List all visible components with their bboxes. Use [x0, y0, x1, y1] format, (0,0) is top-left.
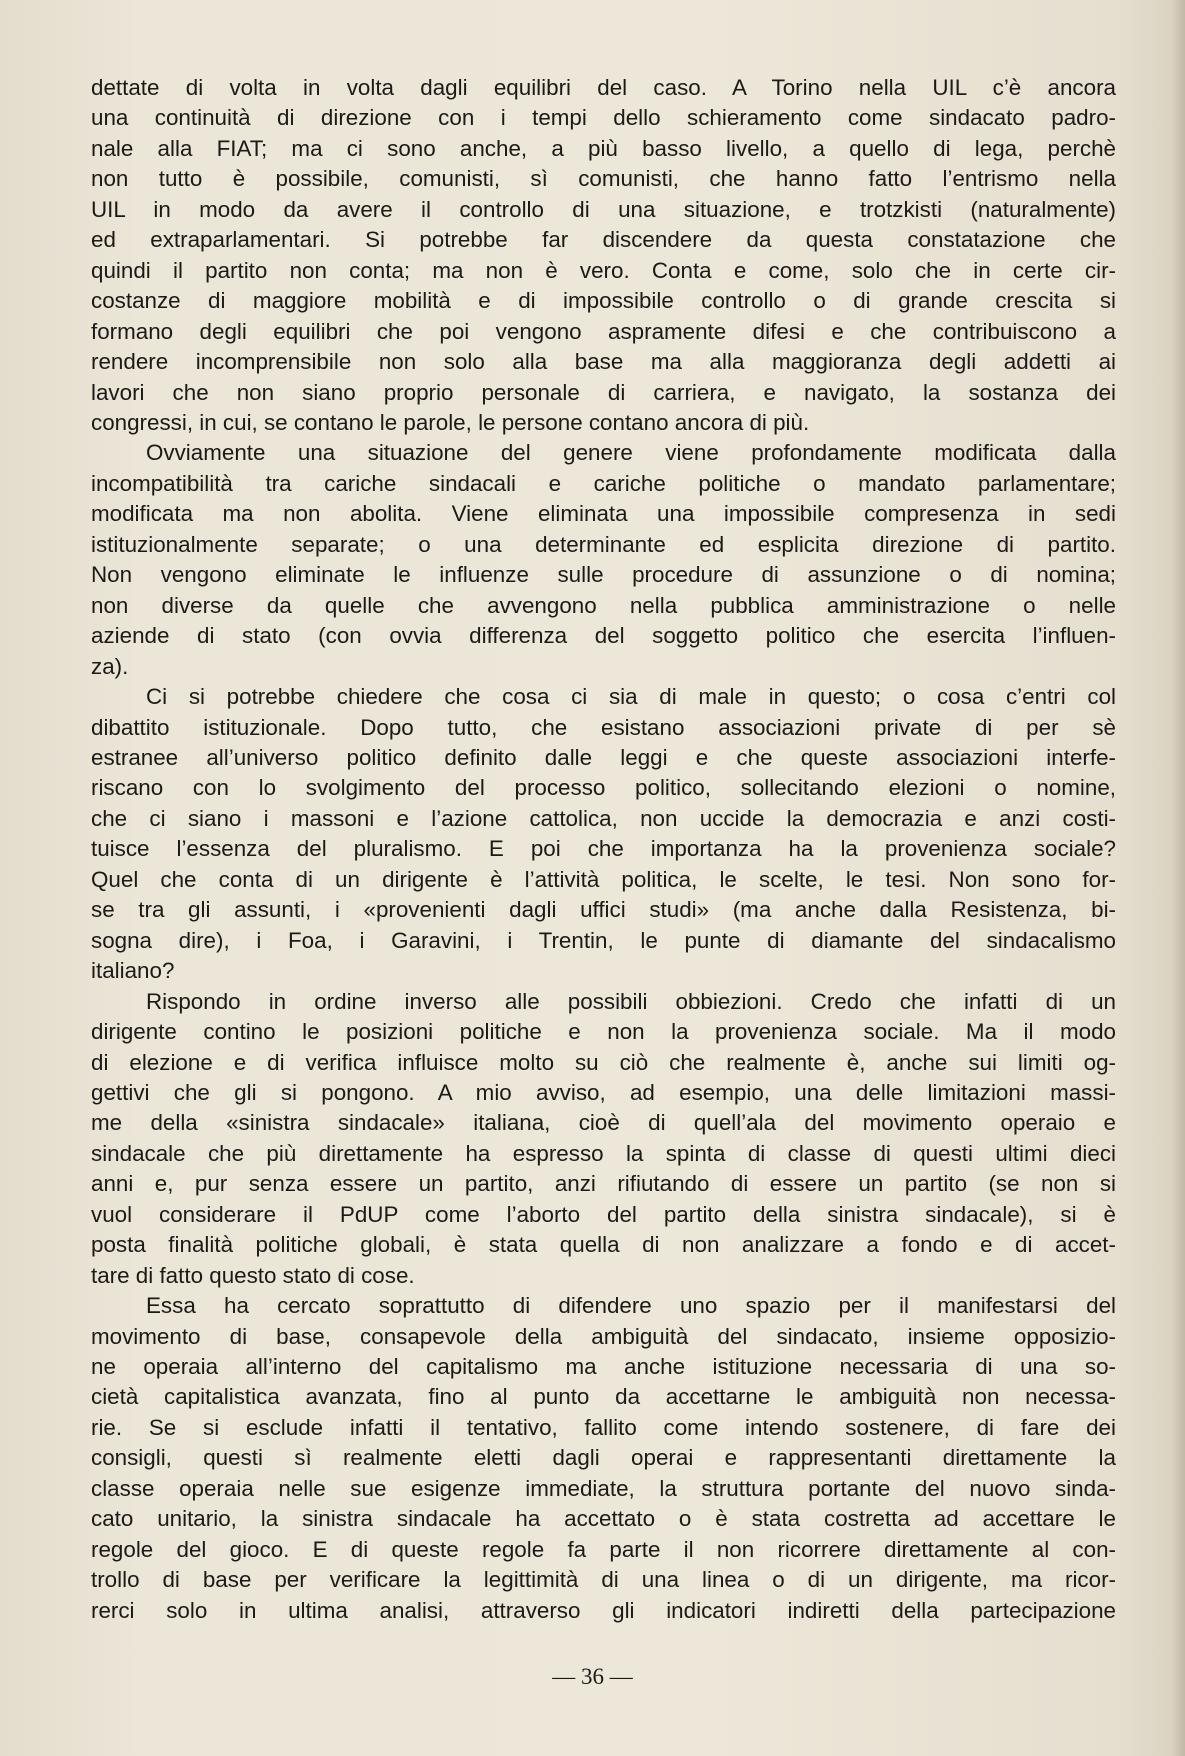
paragraph	[91, 987, 1116, 1292]
text-line: UIL in modo da avere il controllo di una situazione, e trotzkisti (naturalmente)	[91, 196, 1116, 222]
text-line: Rispondo in ordine inverso alle possibili obbiezioni. Credo che infatti di un	[146, 988, 1116, 1014]
text-line: cietà capitalistica avanzata, fino al punto da accettarne le ambiguità non necessa-	[91, 1384, 1116, 1410]
text-line: italiano?	[91, 958, 175, 984]
text-line: estranee all’universo politico definito dalle leggi e che queste associazioni interfe-	[91, 744, 1116, 770]
text-line: modificata ma non abolita. Viene eliminata una impossibile compresenza in sedi	[91, 501, 1116, 527]
text-line: istituzionalmente separate; o una determinante ed esplicita direzione di partito.	[91, 531, 1116, 557]
text-line: consigli, questi sì realmente eletti dagli operai e rappresentanti direttamente la	[91, 1445, 1116, 1471]
text-line: posta finalità politiche globali, è stata quella di non analizzare a fondo e di accet-	[91, 1232, 1116, 1258]
text-line: quindi il partito non conta; ma non è vero. Conta e come, solo che in certe cir-	[91, 257, 1116, 283]
text-line: una continuità di direzione con i tempi dello schieramento come sindacato padro-	[91, 105, 1116, 131]
text-line: gettivi che gli si pongono. A mio avviso, ad esempio, una delle limitazioni massi-	[91, 1079, 1116, 1105]
text-line: dibattito istituzionale. Dopo tutto, che esistano associazioni private di per sè	[91, 714, 1116, 740]
text-line: ne operaia all’interno del capitalismo ma anche istituzione necessaria di una so-	[91, 1354, 1116, 1380]
page-edge-shadow	[1171, 0, 1185, 1756]
text-line: dirigente contino le posizioni politiche e non la provenienza sociale. Ma il modo	[91, 1019, 1116, 1045]
text-line: rendere incomprensibile non solo alla base ma alla maggioranza degli addetti ai	[91, 349, 1116, 375]
text-line: Non vengono eliminate le influenze sulle procedure di assunzione o di nomina;	[91, 562, 1116, 588]
text-line: aziende di stato (con ovvia differenza del soggetto politico che esercita l’influen-	[91, 623, 1116, 649]
text-line: non diverse da quelle che avvengono nella pubblica amministrazione o nelle	[91, 592, 1116, 618]
text-line: vuol considerare il PdUP come l’aborto del partito della sinistra sindacale), si è	[91, 1201, 1116, 1227]
text-line: movimento di base, consapevole della ambiguità del sindacato, insieme opposizio-	[91, 1323, 1116, 1349]
text-line: rerci solo in ultima analisi, attraverso gli indicatori indiretti della partecipazione	[91, 1597, 1116, 1623]
text-line: nale alla FIAT; ma ci sono anche, a più basso livello, a quello di lega, perchè	[91, 135, 1116, 161]
text-line: Essa ha cercato soprattutto di difendere uno spazio per il manifestarsi del	[146, 1293, 1116, 1319]
text-line: formano degli equilibri che poi vengono aspramente difesi e che contribuiscono a	[91, 318, 1116, 344]
text-line: ed extraparlamentari. Si potrebbe far discendere da questa constatazione che	[91, 227, 1116, 253]
text-line: cato unitario, la sinistra sindacale ha accettato o è stata costretta ad accettare le	[91, 1506, 1116, 1532]
text-line: sogna dire), i Foa, i Garavini, i Trentin, le punte di diamante del sindacalismo	[91, 927, 1116, 953]
text-line: riscano con lo svolgimento del processo politico, sollecitando elezioni o nomine,	[91, 775, 1116, 801]
paragraph	[91, 73, 1116, 438]
text-line: classe operaia nelle sue esigenze immediate, la struttura portante del nuovo sinda-	[91, 1475, 1116, 1501]
text-line: lavori che non siano proprio personale di carriera, e navigato, la sostanza dei	[91, 379, 1116, 405]
text-line: tuisce l’essenza del pluralismo. E poi che importanza ha la provenienza sociale?	[91, 836, 1116, 862]
text-line: non tutto è possibile, comunisti, sì comunisti, che hanno fatto l’entrismo nella	[91, 166, 1116, 192]
text-line: tare di fatto questo stato di cose.	[91, 1262, 415, 1288]
text-line: regole del gioco. E di queste regole fa parte il non ricorrere direttamente al con-	[91, 1536, 1116, 1562]
text-line: che ci siano i massoni e l’azione cattolica, non uccide la democrazia e anzi costi-	[91, 805, 1116, 831]
body-text	[91, 73, 1116, 1626]
text-line: Ovviamente una situazione del genere viene profondamente modificata dalla	[146, 440, 1116, 466]
text-line: costanze di maggiore mobilità e di impossibile controllo o di grande crescita si	[91, 288, 1116, 314]
text-line: za).	[91, 653, 129, 679]
text-line: anni e, pur senza essere un partito, anzi rifiutando di essere un partito (se non si	[91, 1171, 1116, 1197]
text-line: trollo di base per verificare la legittimità di una linea o di un dirigente, ma ricor-	[91, 1567, 1116, 1593]
text-line: Ci si potrebbe chiedere che cosa ci sia di male in questo; o cosa c’entri col	[146, 684, 1116, 710]
text-line: Quel che conta di un dirigente è l’attività politica, le scelte, le tesi. Non sono for-	[91, 866, 1116, 892]
text-line: dettate di volta in volta dagli equilibri del caso. A Torino nella UIL c’è ancora	[91, 75, 1116, 100]
text-line: rie. Se si esclude infatti il tentativo, fallito come intendo sostenere, di fare dei	[91, 1414, 1116, 1440]
text-line: sindacale che più direttamente ha espresso la spinta di classe di questi ultimi dieci	[91, 1140, 1116, 1166]
paragraph	[91, 682, 1116, 987]
text-line: me della «sinistra sindacale» italiana, cioè di quell’ala del movimento operaio e	[91, 1110, 1116, 1136]
text-line: di elezione e di verifica influisce molto su ciò che realmente è, anche sui limiti og-	[91, 1049, 1116, 1075]
page-number: — 36 —	[552, 1664, 633, 1689]
paragraph	[91, 1291, 1116, 1626]
text-line: congressi, in cui, se contano le parole, le persone contano ancora di più.	[91, 409, 810, 435]
text-line: incompatibilità tra cariche sindacali e cariche politiche o mandato parlamentare;	[91, 470, 1116, 496]
text-line: se tra gli assunti, i «provenienti dagli uffici studi» (ma anche dalla Resistenza, bi-	[91, 897, 1116, 923]
paragraph	[91, 438, 1116, 682]
